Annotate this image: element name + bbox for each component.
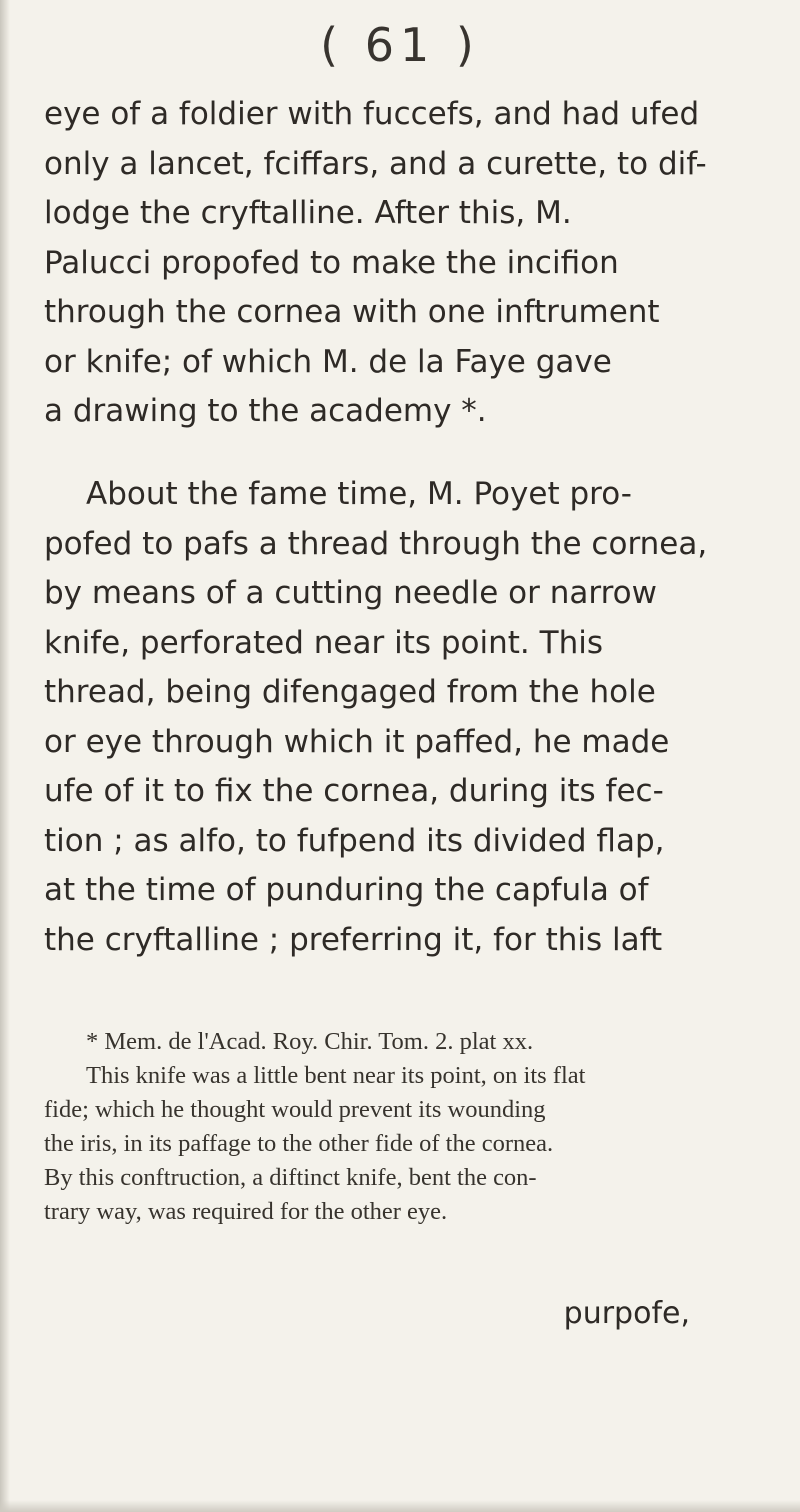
footnote-line: By this conftruction, a diftinct knife, bent the con- <box>44 1164 537 1191</box>
footnote-line: * Mem. de l'Acad. Roy. Chir. Tom. 2. plat xx. <box>86 1028 534 1055</box>
footnote-line: This knife was a little bent near its point, on its flat <box>86 1062 586 1089</box>
text-line: lodge the cryftalline. After this, M. <box>44 195 572 231</box>
text-line: by means of a cutting needle or narrow <box>44 575 657 611</box>
text-line: eye of a foldier with fuccefs, and had ufed <box>44 96 700 132</box>
text-line: only a lancet, fciffars, and a curette, to dif- <box>44 145 707 182</box>
footnote <box>44 1025 780 1229</box>
text-line: or eye through which it paffed, he made <box>44 723 670 760</box>
catchword: purpofe, <box>563 1296 690 1331</box>
text-line: at the time of punduring the capfula of <box>44 872 649 908</box>
text-line: pofed to pafs a thread through the cornea, <box>44 525 708 562</box>
text-line: a drawing to the academy *. <box>44 393 487 429</box>
text-line: tion ; as alfo, to fufpend its divided flap, <box>44 822 665 859</box>
page-gutter-shadow <box>0 0 10 1512</box>
text-line: through the cornea with one inftrument <box>44 294 660 330</box>
text-line: the cryftalline ; preferring it, for this laft <box>44 921 663 958</box>
page-bottom-edge <box>0 1500 800 1512</box>
text-line: About the fame time, M. Poyet pro- <box>86 476 632 512</box>
footnote-line: the iris, in its paffage to the other fide of the cornea. <box>44 1130 554 1157</box>
text-line: ufe of it to fix the cornea, during its fec- <box>44 773 664 809</box>
footnote-line: fide; which he thought would prevent its wounding <box>44 1096 546 1123</box>
paragraph-1 <box>44 90 780 437</box>
page-number: ( 61 ) <box>320 18 480 72</box>
text-line: Palucci propofed to make the incifion <box>44 244 619 281</box>
text-line: knife, perforated near its point. This <box>44 624 603 661</box>
footnote-line: trary way, was required for the other eye. <box>44 1198 448 1225</box>
text-line: or knife; of which M. de la Faye gave <box>44 343 612 380</box>
paragraph-2 <box>44 470 780 965</box>
text-line: thread, being difengaged from the hole <box>44 674 656 710</box>
